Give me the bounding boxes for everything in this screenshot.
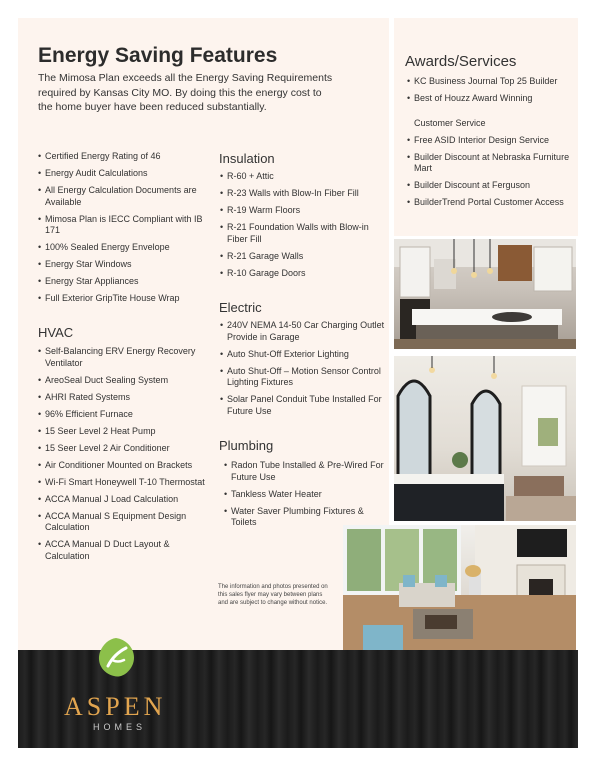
list-item: • BuilderTrend Portal Customer Access: [407, 197, 577, 209]
list-item: • Certified Energy Rating of 46: [38, 151, 208, 163]
list-item: • R-10 Garage Doors: [220, 268, 385, 280]
list-item: • Builder Discount at Ferguson: [407, 180, 577, 192]
list-item: • 15 Seer Level 2 Air Conditioner: [38, 443, 208, 455]
list-item: • Mimosa Plan is IECC Compliant with IB 171: [38, 214, 208, 237]
list-item: • R-21 Foundation Walls with Blow-in Fiber Fill: [220, 222, 385, 245]
list-item: • R-19 Warm Floors: [220, 205, 385, 217]
list-item: • Water Saver Plumbing Fixtures & Toilets: [224, 506, 389, 529]
brand-subtitle: HOMES: [93, 722, 147, 732]
electric-list: [220, 320, 385, 423]
list-item: • Tankless Water Heater: [224, 489, 389, 501]
list-item: • 100% Sealed Energy Envelope: [38, 242, 208, 254]
list-item: • Radon Tube Installed & Pre-Wired For Future Use: [224, 460, 389, 483]
list-item: • All Energy Calculation Documents are Available: [38, 185, 208, 208]
insulation-list: [220, 171, 385, 285]
list-item: Customer Service: [414, 117, 486, 128]
hvac-heading: HVAC: [38, 325, 74, 340]
awards-heading: Awards/Services: [405, 53, 517, 70]
list-item: • Self-Balancing ERV Energy Recovery Ventilator: [38, 346, 208, 369]
list-item: • R-23 Walls with Blow-In Fiber Fill: [220, 188, 385, 200]
plumbing-list: [224, 460, 389, 534]
list-item: • Full Exterior GripTite House Wrap: [38, 293, 208, 305]
list-item: • ACCA Manual D Duct Layout & Calculation: [38, 539, 208, 562]
list-item: • KC Business Journal Top 25 Builder: [407, 76, 577, 88]
aspen-leaf-icon: [94, 636, 138, 680]
list-item: • Solar Panel Conduit Tube Installed For Future Use: [220, 394, 385, 417]
list-item: • R-21 Garage Walls: [220, 251, 385, 263]
bathroom-photo: [394, 356, 576, 521]
list-item: • Air Conditioner Mounted on Brackets: [38, 460, 208, 472]
list-item: • AreoSeal Duct Sealing System: [38, 375, 208, 387]
awards-list: [407, 76, 577, 214]
list-item: • 240V NEMA 14-50 Car Charging Outlet Provide in Garage: [220, 320, 385, 343]
list-item: • ACCA Manual S Equipment Design Calculation: [38, 511, 208, 534]
list-item: • 15 Seer Level 2 Heat Pump: [38, 426, 208, 438]
living-room-photo: [343, 525, 576, 657]
intro-text: The Mimosa Plan exceeds all the Energy Saving Requirements required by Kansas City MO. By doing this the energy cost to the home buyer have been reduced substantially.: [38, 72, 333, 113]
list-item: • Energy Audit Calculations: [38, 168, 208, 180]
list-item: • Energy Star Appliances: [38, 276, 208, 288]
hvac-list: [38, 346, 208, 568]
list-item: • Auto Shut-Off – Motion Sensor Control Lighting Fixtures: [220, 366, 385, 389]
page-title: Energy Saving Features: [38, 44, 278, 67]
electric-heading: Electric: [219, 300, 262, 315]
list-item: • Free ASID Interior Design Service: [407, 135, 577, 147]
list-item: • ACCA Manual J Load Calculation: [38, 494, 208, 506]
list-item: • Auto Shut-Off Exterior Lighting: [220, 349, 385, 361]
plumbing-heading: Plumbing: [219, 438, 274, 453]
list-item: • Builder Discount at Nebraska Furniture Mart: [407, 152, 577, 175]
list-item: • Energy Star Windows: [38, 259, 208, 271]
general-features-list: [38, 151, 208, 310]
kitchen-photo: [394, 239, 576, 349]
brand-name: ASPEN: [64, 692, 167, 721]
list-item: • Best of Houzz Award Winning: [407, 93, 577, 105]
insulation-heading: Insulation: [219, 151, 275, 166]
list-item: • AHRI Rated Systems: [38, 392, 208, 404]
list-item: • Wi-Fi Smart Honeywell T-10 Thermostat: [38, 477, 208, 489]
list-item: • R-60 + Attic: [220, 171, 385, 183]
list-item: • 96% Efficient Furnace: [38, 409, 208, 421]
disclaimer-text: The information and photos presented on this sales flyer may vary between plans and are subject to change without notice.: [218, 584, 328, 606]
